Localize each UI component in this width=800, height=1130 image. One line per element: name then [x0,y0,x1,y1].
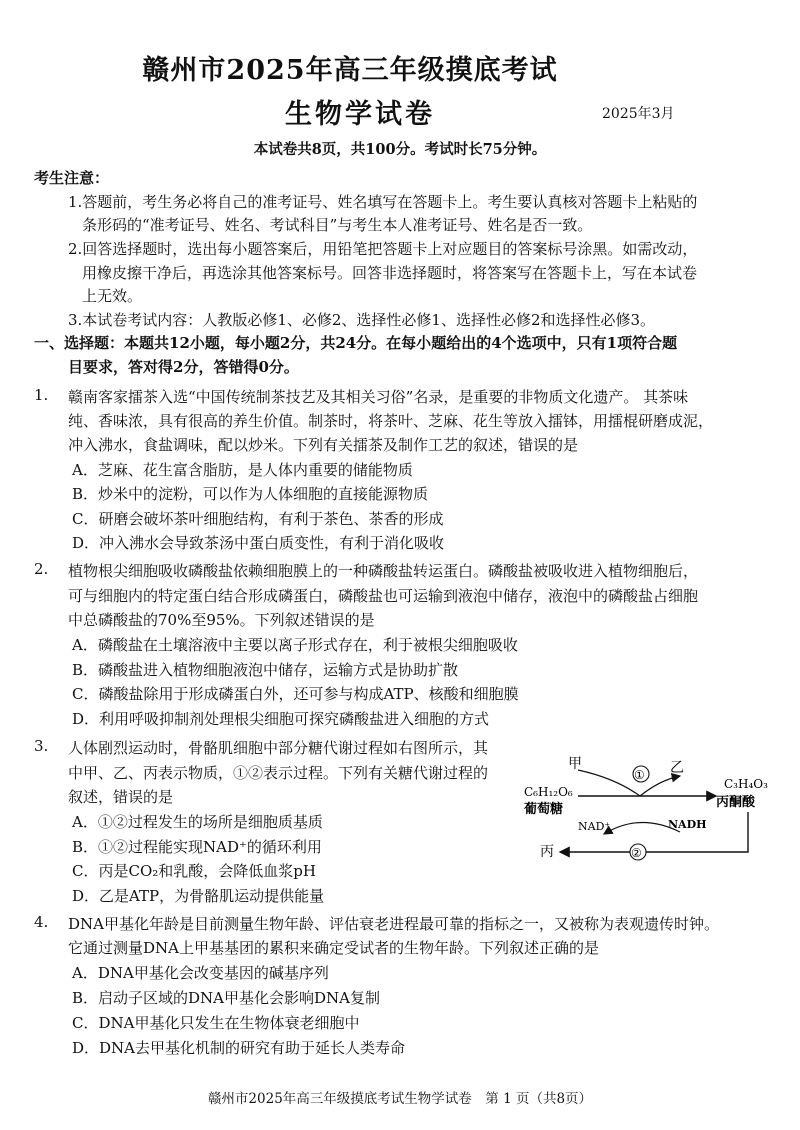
label-glucose-formula: C₆H₁₂O₆ [524,785,573,799]
label-glucose-name: 葡萄糖 [524,802,564,817]
question-stem: 它通过测量DNA上甲基基团的累积来确定受试者的生物年龄。下列叙述正确的是 [68,939,599,957]
option-d: D．DNA去甲基化机制的研究有助于延长人类寿命 [72,1039,406,1057]
option-b: B．炒米中的淀粉，可以作为人体细胞的直接能源物质 [72,485,429,503]
question-stem: 赣南客家擂茶入选“中国传统制茶技艺及其相关习俗”名录，是重要的非物质文化遗产。 其茶味 [68,388,689,406]
question-stem: 纯、香味浓，具有很高的养生价值。制茶时，将茶叶、芝麻、花生等放入擂钵，用擂棍研磨成泥， [68,412,714,430]
question-stem: 人体剧烈运动时，骨骼肌细胞中部分糖代谢过程如右图所示，其 [68,739,489,757]
option-a: A．芝麻、花生富含脂肪，是人体内重要的储能物质 [72,461,413,479]
notice-line: 条形码的“准考证号、姓名、考试科目”与考生本人准考证号、姓名是否一致。 [82,216,593,234]
question-number: 1. [34,386,49,404]
question-stem: 叙述，错误的是 [68,788,174,806]
option-d: D．冲入沸水会导致茶汤中蛋白质变性，有利于消化吸收 [72,534,445,552]
option-c: C．DNA甲基化只发生在生物体衰老细胞中 [72,1014,360,1032]
question-stem: 中甲、乙、丙表示物质，①②表示过程。下列有关糖代谢过程的 [68,764,489,782]
label-jia: 甲 [568,756,582,772]
question-number: 4. [34,913,49,931]
option-b: B．①②过程能实现NAD⁺的循环利用 [72,838,322,856]
notice-line: 3.本试卷考试内容：人教版必修1、必修2、选择性必修1、选择性必修2和选择性必修3。 [68,311,656,329]
notice-line: 2.回答选择题时，选出每小题答案后，用铅笔把答题卡上对应题目的答案标号涂黑。如需改动， [68,240,698,258]
notice-line: 1.答题前，考生务必将自己的准考证号、姓名填写在答题卡上。考生要认真核对答题卡上粘贴的 [68,193,698,211]
label-bing: 丙 [540,844,554,860]
notice-line: 用橡皮擦干净后，再选涂其他答案标号。回答非选择题时，将答案写在答题卡上，写在本试卷 [82,264,698,282]
option-a: A．①②过程发生的场所是细胞质基质 [72,813,323,831]
option-d: D．乙是ATP，为骨骼肌运动提供能量 [72,887,325,905]
option-a: A．DNA甲基化会改变基因的碱基序列 [72,964,329,982]
notice-line: 上无效。 [82,287,143,305]
exam-subject-title: 生物学试卷 [285,99,435,130]
option-b: B．磷酸盐进入植物细胞液泡中储存，运输方式是协助扩散 [72,661,459,679]
question-stem: 可与细胞内的特定蛋白结合形成磷蛋白，磷酸盐也可运输到液泡中储存，液泡中的磷酸盐占细胞 [68,587,699,605]
option-b: B．启动子区域的DNA甲基化会影响DNA复制 [72,989,380,1007]
arrow-jia-in [578,770,640,796]
label-nad: NAD⁺ [578,820,611,833]
question-stem: 冲入沸水，食盐调味，配以炒米。下列有关擂茶及制作工艺的叙述，错误的是 [68,436,579,454]
page-footer: 赣州市2025年高三年级摸底考试生物学试卷 第 1 页（共8页） [207,1091,593,1107]
label-pyruvate-name: 丙酮酸 [716,795,756,810]
section-heading: 一、选择题：本题共12小题，每小题2分，共24分。在每小题给出的4个选项中，只有1项符合题 [34,334,678,352]
label-pyruvate-formula: C₃H₄O₃ [724,777,768,791]
label-yi: 乙 [670,760,684,776]
question-number: 3. [34,737,49,755]
question-stem: 植物根尖细胞吸收磷酸盐依赖细胞膜上的一种磷酸盐转运蛋白。磷酸盐被吸收进入植物细胞后， [68,562,699,580]
exam-info: 本试卷共8页，共100分。考试时长75分钟。 [253,141,547,158]
question-stem: 中总磷酸盐的70%至95%。下列叙述错误的是 [68,611,375,629]
option-c: C．研磨会破坏茶叶细胞结构，有利于茶色、茶香的形成 [72,510,444,528]
option-c: C．磷酸盐除用于形成磷蛋白外，还可参与构成ATP、核酸和细胞膜 [72,685,519,703]
notice-heading: 考生注意： [34,169,110,187]
label-step1: ① [634,768,645,782]
exam-date: 2025年3月 [602,106,675,122]
option-c: C．丙是CO₂和乳酸，会降低血浆pH [72,862,316,880]
question-number: 2. [34,560,49,578]
glucose-metabolism-diagram [520,756,782,866]
label-step2: ② [631,846,642,860]
option-d: D．利用呼吸抑制剂处理根尖细胞可探究磷酸盐进入细胞的方式 [72,710,490,728]
section-heading-cont: 目要求，答对得2分，答错得0分。 [68,358,299,376]
option-a: A．磷酸盐在土壤溶液中主要以离子形式存在，利于被根尖细胞吸收 [72,636,518,654]
label-nadh: NADH [668,818,707,831]
question-stem: DNA甲基化年龄是目前测量生物年龄、评估衰老进程最可靠的指标之一，又被称为表观遗传时钟。 [68,915,719,933]
exam-title: 赣州市2025年高三年级摸底考试 [142,55,558,86]
